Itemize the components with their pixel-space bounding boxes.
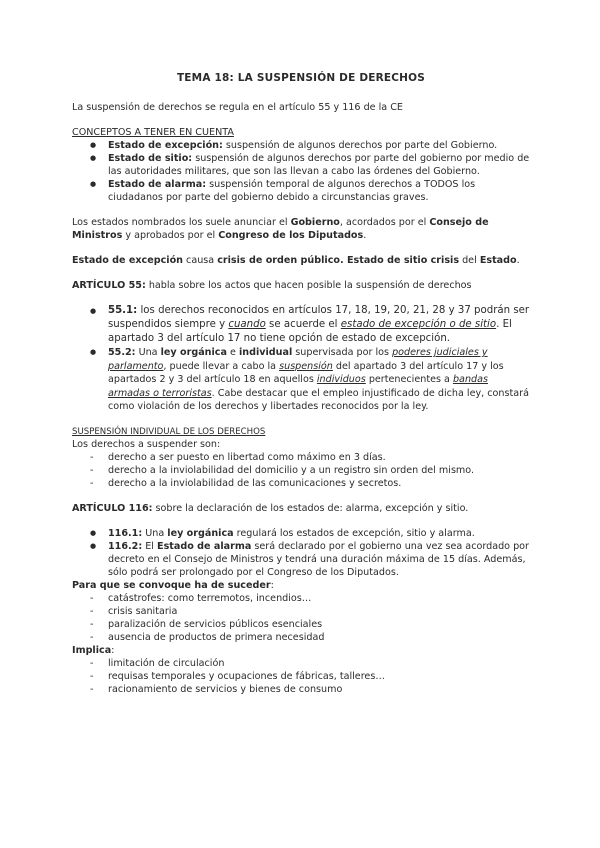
list-item: - crisis sanitaria — [108, 605, 530, 618]
convoque-list — [72, 592, 530, 644]
list-item: ● Estado de sitio: suspensión de algunos derechos por parte del gobierno por medio de las autoridades militares, que son las llevan a cabo las órdenes del Gobierno. — [108, 152, 530, 178]
implica-list — [72, 657, 530, 696]
list-item: ● 116.1: Una ley orgánica regulará los estados de excepción, sitio y alarma. — [108, 527, 530, 540]
individual-intro: Los derechos a suspender son: — [72, 438, 221, 450]
list-item: - paralización de servicios públicos esenciales — [108, 618, 530, 631]
list-item: ● 55.1: los derechos reconocidos en artículos 17, 18, 19, 20, 21, 28 y 37 podrán ser suspendidos siempre y cuando se acuerde el estado de excepción o de sitio. El apartado 3 del artículo 17 no tiene opción de estado de excepción. — [108, 304, 530, 346]
individual-heading: SUSPENSIÓN INDIVIDUAL DE LOS DERECHOS — [72, 426, 266, 437]
implica-heading: Implica: — [72, 644, 115, 656]
art116-paragraph: ARTÍCULO 116: sobre la declaración de los estados de: alarma, excepción y sitio. — [72, 502, 469, 514]
page-title: TEMA 18: LA SUSPENSIÓN DE DERECHOS — [176, 72, 426, 84]
list-item: - derecho a ser puesto en libertad como máximo en 3 días. — [108, 451, 530, 464]
list-item: ● Estado de alarma: suspensión temporal de algunos derechos a TODOS los ciudadanos por parte del gobierno debido a circunstancias graves. — [108, 178, 530, 204]
list-item: - limitación de circulación — [108, 657, 530, 670]
conceptos-heading: CONCEPTOS A TENER EN CUENTA — [72, 127, 234, 138]
individual-list — [72, 451, 530, 490]
list-item: ● Estado de excepción: suspensión de algunos derechos por parte del Gobierno. — [108, 139, 530, 152]
list-item: ● 116.2: El Estado de alarma será declarado por el gobierno una vez sea acordado por decreto en el Consejo de Ministros y tendrá una duración máxima de 15 días. Además, sólo podrá ser prolongado por el Congreso de los Diputados. — [108, 540, 530, 579]
list-item: - racionamiento de servicios y bienes de consumo — [108, 683, 530, 696]
list-item: ● 55.2: Una ley orgánica e individual supervisada por los poderes judiciales y parlamento, puede llevar a cabo la suspensión del apartado 3 del artículo 17 y los apartados 2 y 3 del artículo 18 en aquellos individuos pertenecientes a bandas armadas o terroristas. Cabe destacar que el empleo injustificado de dicha ley, constará como violación de los derechos y libertades reconocidos por la ley. — [108, 346, 530, 414]
intro-paragraph: La suspensión de derechos se regula en el artículo 55 y 116 de la CE — [72, 102, 403, 113]
crisis-paragraph: Estado de excepción causa crisis de orden público. Estado de sitio crisis del Estado. — [72, 255, 520, 266]
list-item: - requisas temporales y ocupaciones de fábricas, talleres… — [108, 670, 530, 683]
list-item: - ausencia de productos de primera necesidad — [108, 631, 530, 644]
list-item: - derecho a la inviolabilidad del domicilio y a un registro sin orden del mismo. — [108, 464, 530, 477]
conceptos-list — [72, 139, 530, 204]
art116-list — [72, 527, 530, 579]
list-item: - derecho a la inviolabilidad de las comunicaciones y secretos. — [108, 477, 530, 490]
list-item: - catástrofes: como terremotos, incendios… — [108, 592, 530, 605]
convoque-heading: Para que se convoque ha de suceder: — [72, 579, 274, 591]
art55-list — [72, 304, 530, 414]
estados-paragraph: Los estados nombrados los suele anunciar el Gobierno, acordados por el Consejo de Ministros y aprobados por el Congreso de los Diputados. — [72, 217, 489, 241]
art55-paragraph: ARTÍCULO 55: habla sobre los actos que hacen posible la suspensión de derechos — [72, 280, 472, 291]
